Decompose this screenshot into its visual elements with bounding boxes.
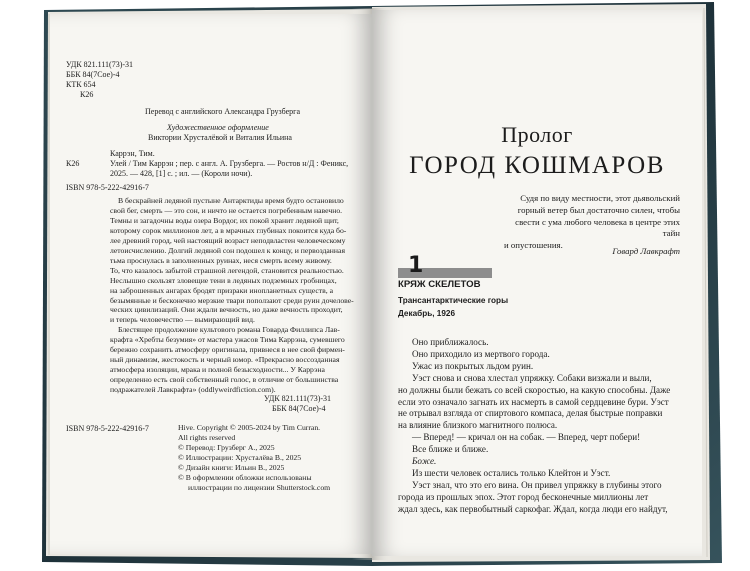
right-page-prologue bbox=[372, 10, 702, 556]
body-line: ждал здесь, как первобытный саркофаг. Ждал, когда люди его найдут, bbox=[398, 503, 668, 514]
chapter-location: Трансантарктические горы bbox=[398, 296, 509, 305]
copyright-line: © Дизайн книги: Ильин В., 2025 bbox=[178, 462, 285, 472]
epigraph-line: горный ветер был достаточно силен, чтобы bbox=[517, 204, 680, 215]
annotation-line: свой бег, смерть — это сон, и ничто не остается погребенным навечно. bbox=[110, 205, 343, 215]
body-line: на влияние близкого магнитного полюса. bbox=[398, 420, 558, 431]
left-page-imprint bbox=[50, 14, 372, 554]
udk-code: УДК 821.111(73)-31 bbox=[66, 60, 134, 69]
copyright-line: Hive. Copyright © 2005-2024 by Tim Curran. bbox=[178, 423, 321, 432]
copyright-line: © В оформлении обложки использованы bbox=[178, 472, 312, 482]
catalog-entry-cont: 2025. — 428, [1] с. ; ил. — (Короли ночи). bbox=[110, 169, 253, 178]
body-line: Боже. bbox=[412, 456, 437, 467]
design-heading: Художественное оформление bbox=[167, 123, 269, 132]
body-line: Уэст снова и снова хлестал упряжку. Собаки визжали и выли, bbox=[412, 372, 652, 383]
annotation-line: В бескрайней ледяной пустыне Антарктиды время будто остановило bbox=[118, 196, 344, 205]
ktk-code: КТК 654 bbox=[66, 80, 96, 89]
catalog-entry: Улей / Тим Каррэн ; пер. с англ. А. Грузберга. — Ростов н/Д : Феникс, bbox=[110, 159, 349, 168]
annotation-line: лее древний город, чей настоящий возраст неподвластен человеческому bbox=[110, 235, 346, 245]
bbk-bottom: ББК 84(7Сое)-4 bbox=[272, 404, 326, 413]
author-mark: К26 bbox=[80, 90, 94, 99]
annotation-line: Темны и загадочны воды озера Вордог, их покой хранит ледяной щит, bbox=[110, 215, 339, 225]
copyright-line: иллюстрации по лицензии Shutterstock.com bbox=[188, 482, 331, 492]
epigraph-line: Судя по виду местности, этот дьявольский bbox=[520, 193, 680, 203]
body-line: Уэст знал, что это его вина. Он привел упряжку в глубины этого bbox=[412, 479, 662, 490]
body-line: — Вперед! — кричал он на собак. — Вперед, черт побери! bbox=[412, 432, 641, 443]
chapter-body bbox=[398, 337, 688, 516]
chapter-number: 1 bbox=[408, 253, 424, 278]
epigraph-line: свести с ума любого человека в центре этих тайн bbox=[515, 216, 680, 239]
body-line: Из шести человек остались только Клейтон и Уэст. bbox=[412, 467, 611, 478]
catalog-author: Каррэн, Тим. bbox=[110, 149, 155, 158]
annotation-line: которому сорок миллионов лет, а в мрачных глубинах покоится куда бо- bbox=[110, 225, 347, 235]
isbn-bottom: ISBN 978-5-222-42916-7 bbox=[66, 424, 149, 433]
annotation-line: Блестящее продолжение культового романа Говарда Филлипса Лав- bbox=[118, 325, 340, 335]
copyright-line: © Перевод: Грузберг А., 2025 bbox=[178, 442, 275, 452]
annotation-line: Неслышно скользят зловещие тени в ледяных подземных гробницах, bbox=[110, 275, 337, 285]
body-line: не отрывал взгляда от спиртового компаса, делая быстрые поправки bbox=[398, 408, 663, 419]
copyright-line: All rights reserved bbox=[178, 432, 236, 442]
annotation-line: безымянные и бесконечно мерзкие твари поползают среди руин дочелове- bbox=[110, 295, 354, 305]
isbn-top: ISBN 978-5-222-42916-7 bbox=[66, 183, 149, 192]
annotation-line: ческих цивилизаций. Они ждали вечность, но даже вечность проходит, bbox=[110, 305, 343, 315]
body-line: Все ближе и ближе. bbox=[412, 444, 489, 455]
body-line: если это означало загнать их насмерть в самой сердцевине бури. Уэст bbox=[398, 396, 669, 407]
copyright-line: © Иллюстрации: Хрусталёва В., 2025 bbox=[178, 452, 302, 462]
prologue-heading: Пролог bbox=[501, 122, 573, 147]
annotation-line: летоисчислению. Долгий ледяной сон подошел к концу, и первозданная bbox=[110, 245, 345, 255]
epigraph-line: и опустошения. bbox=[504, 240, 563, 251]
chapter-date: Декабрь, 1926 bbox=[398, 309, 455, 318]
body-line: Ужас из покрытых льдом руин. bbox=[412, 360, 534, 371]
annotation-line: атмосфера изоляции, мрака и полной безысходности... У Каррэна bbox=[110, 365, 325, 375]
annotation bbox=[110, 196, 354, 395]
catalog-code: К26 bbox=[66, 159, 80, 168]
translator-line: Перевод с английского Александра Грузберга bbox=[145, 107, 300, 116]
body-line: города из прошлых эпох. Этот город бесконечные миллионы лет bbox=[398, 491, 649, 502]
annotation-line: подражателей Лавкрафта» (oddlyweirdfiction.com). bbox=[110, 385, 276, 395]
udk-bottom: УДК 821.111(73)-31 bbox=[264, 394, 332, 403]
body-line: Оно приближалось. bbox=[412, 337, 489, 347]
annotation-line: тьма проснулась в заполненных руинах, неся смерть всему живому. bbox=[110, 255, 332, 265]
epigraph bbox=[500, 193, 680, 252]
epigraph-author: Говард Лавкрафт bbox=[612, 246, 680, 256]
body-line: но должны были бежать со всей скоростью, на какую способны. Даже bbox=[398, 384, 671, 395]
body-line: Оно приходило из мертвого города. bbox=[412, 348, 550, 359]
design-credits: Виктории Хрусталёвой и Виталия Ильина bbox=[148, 133, 292, 142]
annotation-line: и теперь человечество — вымирающий вид. bbox=[110, 315, 255, 325]
copyright-block bbox=[178, 423, 330, 493]
annotation-line: ный динамизм, жестокость и черный юмор. «Прекрасно воссозданная bbox=[110, 355, 340, 365]
annotation-line: То, что казалось забытой страшной легендой, становится реальностью. bbox=[110, 265, 344, 275]
annotation-line: определенно есть свой собственный голос, в отличие от большинства bbox=[110, 375, 339, 385]
chapter-title: КРЯЖ СКЕЛЕТОВ bbox=[398, 279, 481, 290]
annotation-line: на заброшенных ангарах бродят призраки инопланетных существ, а bbox=[110, 285, 334, 295]
annotation-line: крафта «Хребты безумия» от мастера ужасов Тима Каррэна, сумевшего bbox=[110, 335, 345, 345]
prologue-title: ГОРОД КОШМАРОВ bbox=[409, 152, 665, 179]
bbk-code: ББК 84(7Сое)-4 bbox=[66, 70, 120, 79]
annotation-line: бережно сохранить атмосферу оригинала, привнеся в нее свой фирмен- bbox=[110, 345, 345, 355]
